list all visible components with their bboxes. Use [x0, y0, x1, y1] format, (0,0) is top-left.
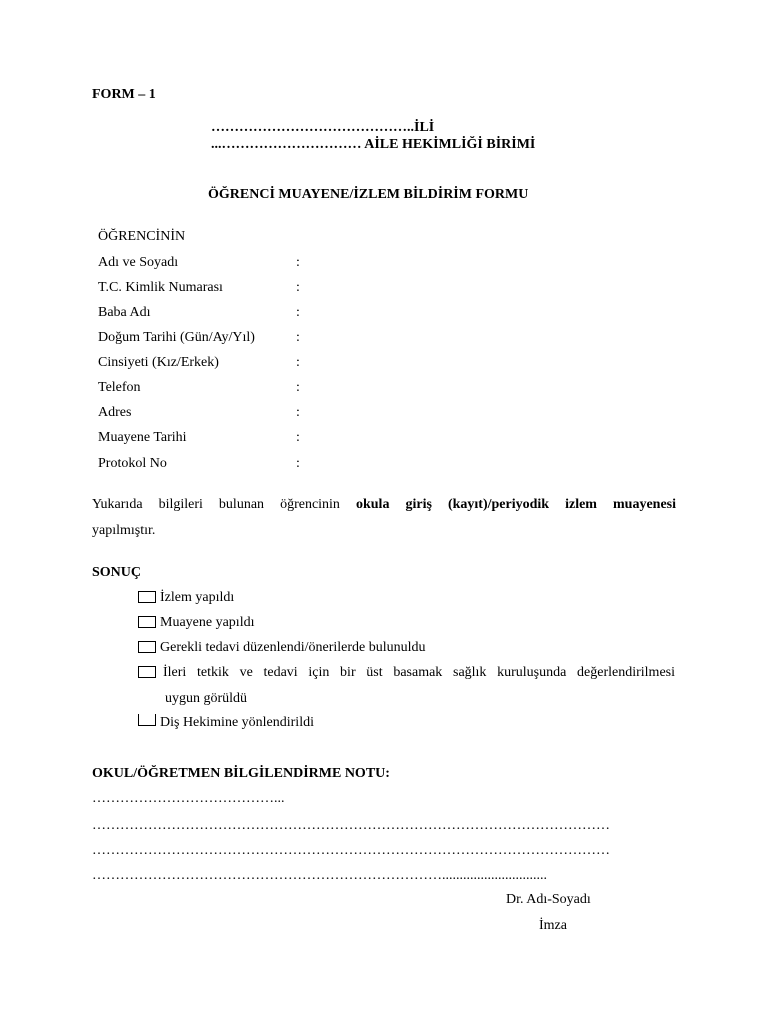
student-heading: ÖĞRENCİNİN — [98, 229, 186, 244]
field-colon: : — [296, 456, 300, 471]
field-label-gender: Cinsiyeti (Kız/Erkek) — [98, 355, 219, 370]
signature-label: İmza — [539, 918, 567, 933]
statement-bold-text: okula giriş (kayıt)/periyodik izlem muayenesi — [355, 497, 677, 512]
notes-heading: OKUL/ÖĞRETMEN BİLGİLENDİRME NOTU: — [92, 766, 390, 781]
checkbox-ileri-tetkik[interactable] — [138, 666, 156, 678]
field-colon: : — [296, 255, 300, 270]
field-colon: : — [296, 305, 300, 320]
field-colon: : — [296, 430, 300, 445]
field-label-tc-number: T.C. Kimlik Numarası — [98, 280, 223, 295]
option-tedavi-label: Gerekli tedavi düzenlendi/önerilerde bulunuldu — [160, 640, 426, 655]
field-colon: : — [296, 280, 300, 295]
notes-line-4[interactable]: ………………………………………………………………….............................. — [92, 868, 547, 883]
field-label-name: Adı ve Soyadı — [98, 255, 179, 270]
option-ileri-tetkik-continued: uygun görüldü — [165, 691, 248, 706]
notes-line-1[interactable]: …………………………………... — [92, 791, 285, 806]
field-label-birth-date: Doğum Tarihi (Gün/Ay/Yıl) — [98, 330, 255, 345]
field-colon: : — [296, 405, 300, 420]
result-heading: SONUÇ — [92, 565, 142, 580]
doctor-name: Dr. Adı-Soyadı — [506, 892, 591, 907]
checkbox-dis-hekimi[interactable] — [138, 714, 156, 726]
option-muayene-label: Muayene yapıldı — [160, 615, 255, 630]
statement-line-1 — [92, 497, 676, 513]
option-dis-hekimi-label: Diş Hekimine yönlendirildi — [160, 715, 314, 730]
statement-line-2: yapılmıştır. — [92, 523, 156, 538]
checkbox-muayene[interactable] — [138, 616, 156, 628]
field-label-phone: Telefon — [98, 380, 141, 395]
checkbox-izlem[interactable] — [138, 591, 156, 603]
field-colon: : — [296, 330, 300, 345]
field-colon: : — [296, 380, 300, 395]
option-izlem-label: İzlem yapıldı — [160, 590, 235, 605]
province-line: ……………………………………..İLİ — [211, 120, 435, 135]
checkbox-tedavi[interactable] — [138, 641, 156, 653]
form-title: ÖĞRENCİ MUAYENE/İZLEM BİLDİRİM FORMU — [208, 187, 529, 202]
form-label: FORM – 1 — [92, 87, 156, 102]
notes-line-3[interactable]: ………………………………………………………………………………………………… — [92, 843, 610, 858]
notes-line-2[interactable]: ………………………………………………………………………………………………… — [92, 818, 610, 833]
option-ileri-tetkik-label: İleri tetkik ve tedavi için bir üst basamak sağlık kuruluşunda değerlendirilmesi — [163, 665, 675, 680]
field-colon: : — [296, 355, 300, 370]
field-label-address: Adres — [98, 405, 132, 420]
field-label-protocol-no: Protokol No — [98, 456, 167, 471]
unit-line: ...………………………… AİLE HEKİMLİĞİ BİRİMİ — [211, 137, 536, 152]
field-label-father-name: Baba Adı — [98, 305, 151, 320]
field-label-exam-date: Muayene Tarihi — [98, 430, 187, 445]
statement-text: Yukarıda bilgileri bulunan öğrencinin — [92, 497, 340, 512]
